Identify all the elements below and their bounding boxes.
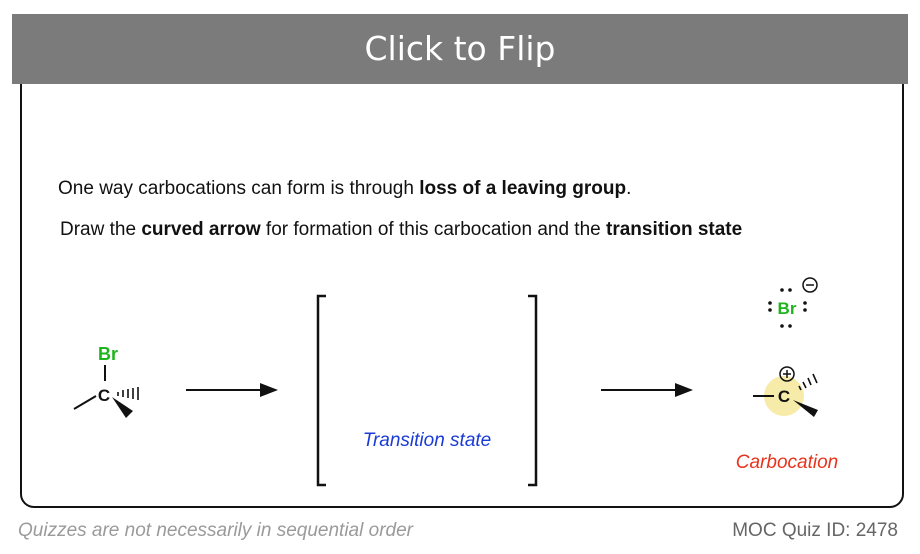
question-text: for formation of this carbocation and the (260, 219, 606, 240)
question-text: . (626, 178, 632, 199)
transition-state-label: Transition state (362, 430, 492, 451)
reaction-arrow (601, 383, 693, 397)
bromide-anion (768, 278, 817, 328)
quiz-id: MOC Quiz ID: 2478 (732, 520, 898, 541)
wedge-bond (112, 397, 133, 418)
reactant-br-label: Br (97, 344, 119, 364)
footer-note: Quizzes are not necessarily in sequential order (18, 520, 413, 541)
question-emphasis: transition state (606, 219, 743, 240)
hash-bond (118, 387, 138, 400)
reactant-molecule (74, 344, 138, 418)
click-to-flip-button[interactable]: Click to Flip (12, 14, 908, 84)
cation-c-label: C (777, 387, 791, 406)
methyl-bond (74, 396, 96, 409)
question-text: One way carbocations can form is through (58, 178, 420, 199)
reaction-arrow (186, 383, 278, 397)
carbocation-molecule (753, 367, 818, 417)
question-text: Draw the (60, 219, 142, 240)
reactant-c-label: C (97, 386, 111, 405)
question-emphasis: curved arrow (141, 219, 261, 240)
bromide-label: Br (777, 299, 797, 318)
transition-state-brackets (318, 296, 536, 485)
question-emphasis: loss of a leaving group (419, 178, 627, 199)
carbocation-label: Carbocation (735, 452, 839, 473)
